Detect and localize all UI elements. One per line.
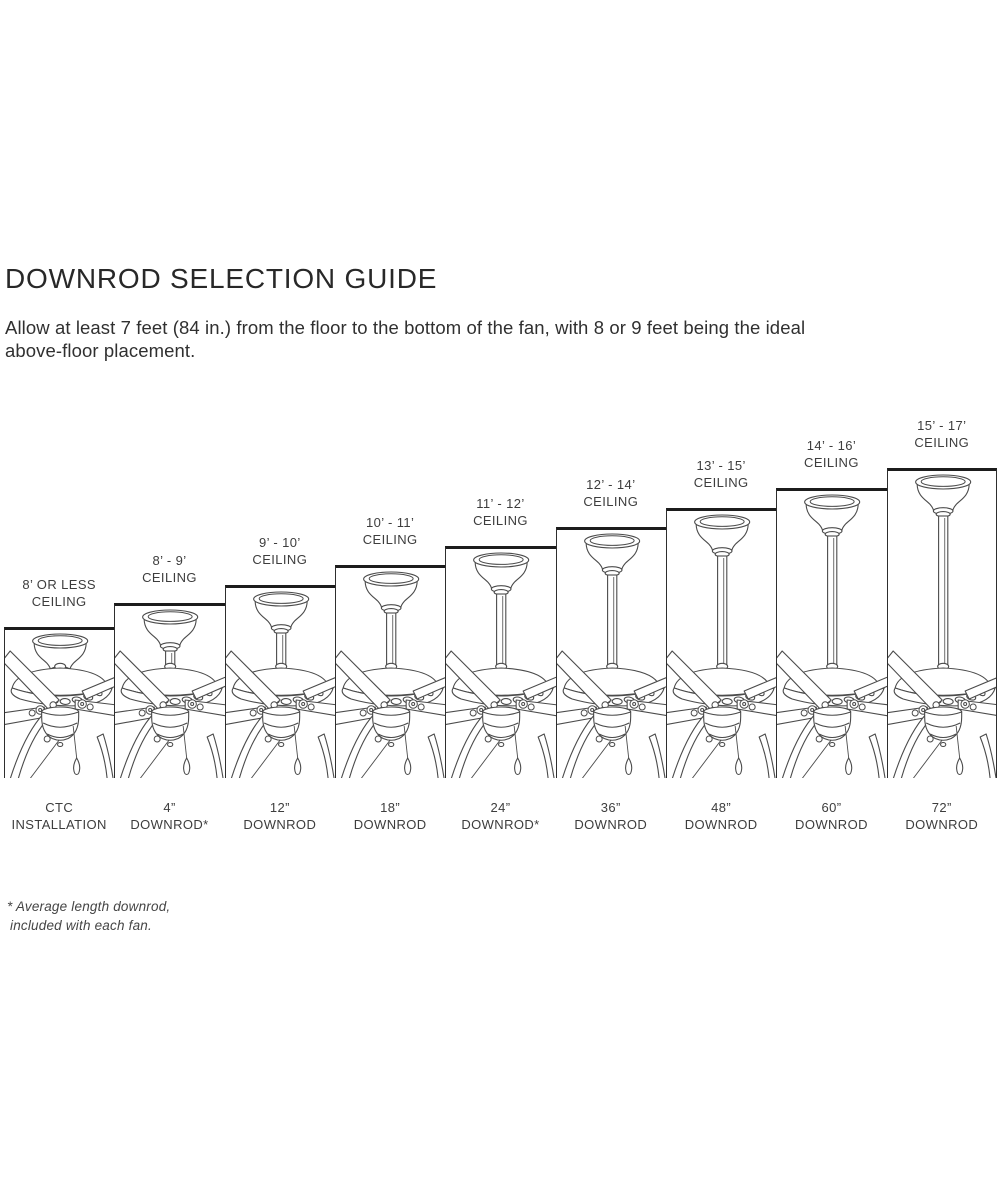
downrod <box>718 556 727 668</box>
fan-line <box>39 708 42 711</box>
fan-line <box>921 708 924 711</box>
fan-line <box>139 710 145 716</box>
downrod-size-label <box>776 799 886 833</box>
fan-line <box>528 704 534 710</box>
ceiling-fan-illustration <box>557 530 666 778</box>
ceiling-height-label <box>335 514 445 548</box>
ceiling-range: 11’ - 12’ <box>476 496 525 511</box>
ceiling-step-box <box>776 488 886 778</box>
fan-line <box>191 702 194 705</box>
ceiling-range: 8’ OR LESS <box>22 577 96 592</box>
fan-line <box>692 740 721 778</box>
footnote-line-2: included with each fan. <box>10 918 152 933</box>
ceiling-step-box <box>887 468 997 778</box>
fan-line <box>58 742 63 746</box>
fan-line <box>582 740 611 778</box>
fan-line <box>980 734 996 778</box>
fan-line <box>701 708 704 711</box>
ceiling-step-box <box>445 546 555 778</box>
guide-column <box>225 400 335 860</box>
ceiling-height-label <box>445 495 555 529</box>
footnote <box>7 897 170 935</box>
guide-column <box>445 400 555 860</box>
guide-column <box>335 400 445 860</box>
fan-line <box>811 708 814 711</box>
ceiling-fan-illustration <box>5 630 114 778</box>
fan-line <box>759 734 775 778</box>
downrod <box>828 536 837 668</box>
ceiling-step-box <box>335 565 445 778</box>
fan-line <box>412 702 415 705</box>
fan-line <box>538 734 554 778</box>
ceiling-height-label <box>556 476 666 510</box>
fan-line <box>612 698 622 704</box>
fan-line <box>743 702 746 705</box>
downrod-step-diagram <box>4 400 997 860</box>
fan-line <box>639 704 645 710</box>
fan-line <box>170 698 180 704</box>
fan-line <box>943 698 953 704</box>
downrod <box>387 613 396 668</box>
fan-line <box>802 740 831 778</box>
fan-line <box>722 698 732 704</box>
fan-line <box>30 740 59 778</box>
footnote-line-1: * Average length downrod, <box>7 899 171 914</box>
fan-line <box>301 702 304 705</box>
fan-line <box>970 704 976 710</box>
ceiling-range: 15’ - 17’ <box>917 418 967 433</box>
fan-line <box>294 758 300 774</box>
fan-line <box>501 698 511 704</box>
ceiling-word: CEILING <box>804 455 859 470</box>
fan-line <box>259 708 262 711</box>
downrod-size-label <box>4 799 114 833</box>
ceiling-range: 13’ - 15’ <box>696 458 746 473</box>
downrod-size-label <box>887 799 997 833</box>
fan-line <box>832 698 842 704</box>
fan-line <box>251 740 280 778</box>
downrod-word: DOWNROD* <box>130 817 209 832</box>
ceiling-fan-illustration <box>115 606 224 778</box>
fan-line <box>140 740 169 778</box>
fan-line <box>197 704 203 710</box>
guide-column <box>666 400 776 860</box>
fan-line <box>609 742 614 746</box>
ceiling-range: 14’ - 16’ <box>806 438 857 453</box>
fan-line <box>649 734 665 778</box>
ceiling-fan-illustration <box>226 588 335 778</box>
fan-line <box>801 710 807 716</box>
ceiling-fan-illustration <box>667 511 776 778</box>
guide-column <box>114 400 224 860</box>
ceiling-step-box <box>666 508 776 778</box>
fan-line <box>207 734 223 778</box>
downrod-size-label <box>335 799 445 833</box>
fan-line <box>370 708 373 711</box>
downrod-size: CTC <box>45 800 74 815</box>
fan-line <box>581 710 587 716</box>
downrod-size: 48” <box>711 800 732 815</box>
fan-line <box>471 740 500 778</box>
ceiling-fan-illustration <box>777 491 886 778</box>
ceiling-word: CEILING <box>583 494 639 509</box>
fan-line <box>418 704 424 710</box>
ceiling-word: CEILING <box>693 475 749 490</box>
fan-line <box>470 710 476 716</box>
subtitle-line-1: Allow at least 7 feet (84 in.) from the floor to the bottom of the fan, with 8 or 9 feet being the ideal <box>5 317 806 338</box>
downrod-size-label <box>445 799 555 833</box>
fan-line <box>590 708 593 711</box>
fan-line <box>149 708 152 711</box>
fan-line <box>912 710 918 716</box>
fan-line <box>360 710 366 716</box>
fan-line <box>308 704 314 710</box>
ceiling-word: CEILING <box>142 570 197 585</box>
downrod-word: DOWNROD <box>243 817 317 832</box>
fan-line <box>515 758 521 774</box>
ceiling-word: CEILING <box>362 532 418 547</box>
fan-line <box>859 704 865 710</box>
fan-line <box>522 702 525 705</box>
guide-column <box>556 400 666 860</box>
fan-line <box>318 734 334 778</box>
fan-line <box>60 698 70 704</box>
ceiling-range: 12’ - 14’ <box>586 477 636 492</box>
downrod-size: 24” <box>490 800 511 815</box>
fan-line <box>405 758 411 774</box>
downrod-word: DOWNROD* <box>461 817 540 832</box>
fan-line <box>625 758 631 774</box>
fan-line <box>281 698 291 704</box>
fan-line <box>391 698 401 704</box>
fan-line <box>940 742 945 746</box>
downrod-size-label <box>114 799 224 833</box>
downrod-size: 36” <box>600 800 621 815</box>
downrod-size-label <box>666 799 776 833</box>
ceiling-step-box <box>4 627 114 778</box>
downrod-size: 4” <box>163 800 176 815</box>
downrod-word: DOWNROD <box>353 817 427 832</box>
fan-line <box>361 740 390 778</box>
downrod-size: 12” <box>269 800 290 815</box>
fan-line <box>168 742 173 746</box>
ceiling-word: CEILING <box>252 552 308 567</box>
downrod-size: 60” <box>821 800 842 815</box>
ceiling-range: 10’ - 11’ <box>365 515 415 530</box>
subtitle-line-2: above-floor placement. <box>5 340 196 361</box>
downrod-word: DOWNROD <box>905 817 979 832</box>
page-title: DOWNROD SELECTION GUIDE <box>5 263 438 294</box>
downrod <box>276 633 285 668</box>
ceiling-fan-illustration <box>888 471 997 778</box>
ceiling-height-label <box>887 417 997 451</box>
ceiling-height-label <box>666 457 776 491</box>
fan-line <box>81 703 84 706</box>
fan-line <box>736 758 742 774</box>
downrod-word: DOWNROD <box>795 817 868 832</box>
downrod-word: INSTALLATION <box>11 817 107 832</box>
fan-line <box>720 742 725 746</box>
ceiling-step-box <box>556 527 666 778</box>
fan-line <box>869 734 885 778</box>
ceiling-range: 9’ - 10’ <box>258 535 301 550</box>
downrod-size-label <box>225 799 335 833</box>
ceiling-step-box <box>225 585 335 778</box>
fan-line <box>846 758 852 774</box>
fan-line <box>499 742 504 746</box>
fan-line <box>184 758 190 774</box>
page-subtitle <box>5 316 805 362</box>
ceiling-height-label <box>225 534 335 568</box>
fan-line <box>29 710 35 716</box>
fan-line <box>830 742 835 746</box>
guide-column <box>4 400 114 860</box>
ceiling-word: CEILING <box>31 594 87 609</box>
fan-line <box>963 702 966 705</box>
downrod-size-label <box>556 799 666 833</box>
ceiling-word: CEILING <box>473 513 528 528</box>
guide-column <box>776 400 886 860</box>
fan-line <box>389 742 394 746</box>
fan-line <box>428 734 444 778</box>
ceiling-fan-illustration <box>446 549 555 778</box>
fan-line <box>250 710 256 716</box>
ceiling-height-label <box>4 576 114 610</box>
downrod-size: 18” <box>380 800 401 815</box>
guide-column <box>887 400 997 860</box>
fan-line <box>749 704 755 710</box>
downrod-word: DOWNROD <box>574 817 648 832</box>
downrod-word: DOWNROD <box>684 817 758 832</box>
downrod <box>938 516 947 668</box>
ceiling-step-box <box>114 603 224 778</box>
ceiling-word: CEILING <box>914 435 970 450</box>
ceiling-fan-illustration <box>336 568 445 778</box>
fan-line <box>691 710 697 716</box>
fan-line <box>97 734 113 778</box>
downrod-size: 72” <box>931 800 952 815</box>
ceiling-height-label <box>114 552 224 586</box>
fan-line <box>74 758 80 774</box>
fan-line <box>480 708 483 711</box>
fan-line <box>853 702 856 705</box>
fan-line <box>87 704 93 710</box>
fan-line <box>632 702 635 705</box>
downrod <box>497 594 506 668</box>
ceiling-range: 8’ - 9’ <box>152 553 187 568</box>
fan-line <box>913 740 942 778</box>
downrod <box>607 575 616 668</box>
fan-line <box>278 742 283 746</box>
ceiling-height-label <box>776 437 886 471</box>
fan-line <box>956 758 962 774</box>
